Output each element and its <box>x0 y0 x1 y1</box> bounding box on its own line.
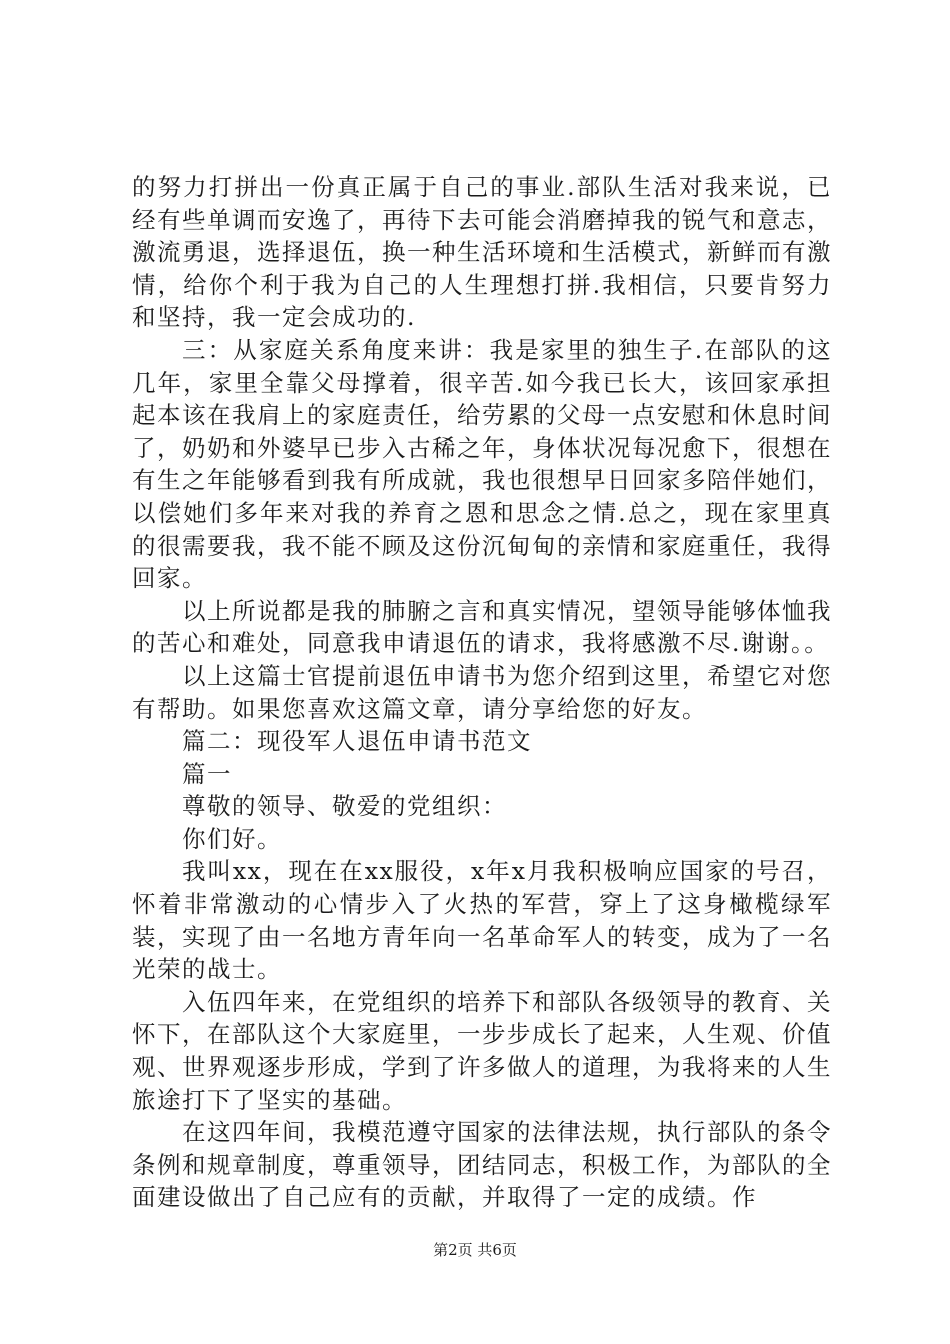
paragraph: 在这四年间，我模范遵守国家的法律法规，执行部队的条令条例和规章制度，尊重领导，团结同志，积极工作，为部队的全面建设做出了自己应有的贡献，并取得了一定的成绩。作 <box>132 1118 832 1212</box>
greeting: 你们好。 <box>182 824 282 853</box>
paragraph: 入伍四年来，在党组织的培养下和部队各级领导的教育、关怀下，在部队这个大家庭里，一步步成长了起来，人生观、价值观、世界观逐步形成，学到了许多做人的道理，为我将来的人生旅途打下了坚实的基础。 <box>132 987 832 1114</box>
page-number-footer: 第2页 共6页 <box>433 1241 517 1259</box>
paragraph: 的努力打拼出一份真正属于自己的事业.部队生活对我来说，已经有些单调而安逸了，再待下去可能会消磨掉我的锐气和意志，激流勇退，选择退伍，换一种生活环境和生活模式，新鲜而有激情，给你个利于我为自己的人生理想打拼.我相信，只要肯努力和坚持，我一定会成功的. <box>132 173 832 332</box>
document-body <box>132 171 832 1214</box>
sub-heading: 篇一 <box>182 759 232 788</box>
salutation: 尊敬的领导、敬爱的党组织： <box>182 792 507 821</box>
paragraph: 三：从家庭关系角度来讲：我是家里的独生子.在部队的这几年，家里全靠父母撑着，很辛苦.如今我已长大，该回家承担起本该在我肩上的家庭责任，给劳累的父母一点安慰和休息时间了，奶奶和外婆早已步入古稀之年，身体状况每况愈下，很想在有生之年能够看到我有所成就，我也很想早日回家多陪伴她们，以偿她们多年来对我的养育之恩和思念之情.总之，现在家里真的很需要我，我不能不顾及这份沉甸甸的亲情和家庭重任，我得回家。 <box>132 335 832 593</box>
paragraph: 以上所说都是我的肺腑之言和真实情况，望领导能够体恤我的苦心和难处，同意我申请退伍的请求，我将感激不尽.谢谢。。 <box>132 596 832 658</box>
paragraph: 我叫xx，现在在xx服役，x年x月我积极响应国家的号召，怀着非常激动的心情步入了火热的军营，穿上了这身橄榄绿军装，实现了由一名地方青年向一名革命军人的转变，成为了一名光荣的战士。 <box>132 857 832 984</box>
paragraph: 以上这篇士官提前退伍申请书为您介绍到这里，希望它对您有帮助。如果您喜欢这篇文章，请分享给您的好友。 <box>132 661 832 723</box>
section-heading: 篇二：现役军人退伍申请书范文 <box>182 727 532 756</box>
